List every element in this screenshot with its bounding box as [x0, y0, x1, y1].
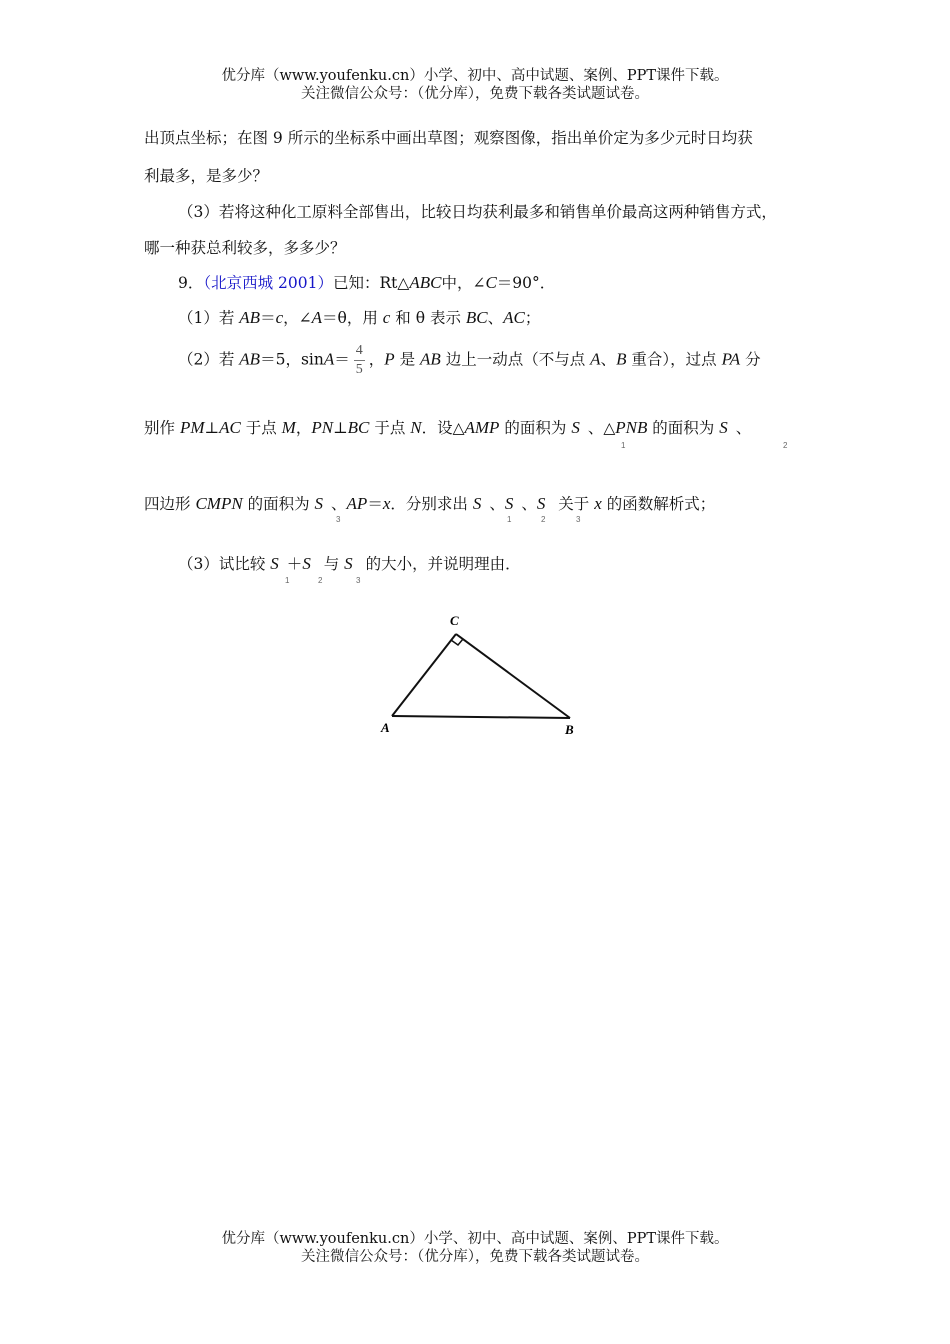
- text: 关于: [553, 495, 595, 513]
- math-var: S: [302, 554, 311, 573]
- math-var: AB: [420, 349, 441, 369]
- text: 的面积为: [647, 419, 720, 437]
- math-var: S: [472, 494, 482, 513]
- text: 、: [489, 495, 505, 513]
- text: 别作: [144, 419, 180, 437]
- text: 四边形: [144, 495, 196, 513]
- text: ＝: [260, 309, 276, 327]
- math-var: BC: [465, 308, 488, 327]
- math-var: AC: [503, 308, 525, 327]
- math-var: S: [270, 554, 279, 573]
- subquestion-1: [178, 306, 540, 328]
- subquestion-2-line-3: [144, 492, 715, 514]
- paragraph-line-1: 出顶点坐标；在图 9 所示的坐标系中画出草图；观察图像，指出单价定为多少元时日均获: [144, 129, 753, 147]
- question-number: 9．: [178, 274, 204, 292]
- paragraph-line-2: 利最多，是多少？: [144, 167, 269, 185]
- math-var: ABC: [409, 273, 442, 292]
- math-var: B: [616, 349, 627, 369]
- side-ab: [392, 716, 570, 718]
- text: 于点: [240, 419, 282, 437]
- text: 、: [331, 495, 347, 513]
- vertex-label-a: A: [381, 720, 390, 735]
- math-var: C: [485, 273, 497, 292]
- subscript: 1: [285, 576, 290, 585]
- math-var: N: [410, 418, 422, 437]
- math-var: c: [275, 308, 284, 327]
- text: ，: [295, 419, 312, 437]
- text: ，∠: [283, 309, 312, 327]
- text: ＝: [334, 350, 350, 369]
- subscript: 1: [507, 515, 512, 524]
- fraction: [354, 342, 365, 379]
- page-footer-line-1: 优分库（www.youfenku.cn）小学、初中、高中试题、案例、PPT课件下载。: [221, 1231, 729, 1247]
- text: ＋: [286, 555, 303, 573]
- vertex-label-c: C: [450, 613, 459, 628]
- text: 、△: [587, 419, 616, 437]
- subquestion-2: [178, 342, 761, 379]
- math-var: c: [382, 308, 391, 327]
- text: 于点: [369, 419, 411, 437]
- math-var: P: [384, 349, 395, 369]
- side-ac: [392, 634, 456, 716]
- text: （3）试比较: [178, 555, 271, 573]
- text: ＝θ，用: [322, 309, 383, 327]
- math-var: PA: [721, 349, 741, 369]
- text: （1）若: [178, 309, 240, 327]
- subscript: 1: [621, 441, 626, 450]
- math-var: x: [594, 494, 602, 513]
- text: ⊥: [333, 419, 348, 437]
- text: ．设△: [421, 419, 465, 437]
- text: 分: [740, 350, 761, 369]
- math-var: PNB: [615, 418, 648, 437]
- math-var: S: [314, 494, 324, 513]
- math-var: S: [504, 494, 514, 513]
- math-var: PM: [179, 418, 205, 437]
- text: 是: [394, 350, 421, 369]
- page-header-line-1: 优分库（www.youfenku.cn）小学、初中、高中试题、案例、PPT课件下载。: [221, 68, 729, 84]
- subscript: 3: [336, 515, 341, 524]
- math-var: BC: [347, 418, 370, 437]
- question-9-stem: [178, 271, 555, 293]
- text: 、: [600, 350, 617, 369]
- text: 的面积为: [242, 495, 315, 513]
- math-var: A: [590, 349, 601, 369]
- text: 的大小，并说明理由．: [360, 555, 521, 573]
- math-var: M: [281, 418, 296, 437]
- math-var: S: [344, 554, 353, 573]
- text: 、: [521, 495, 537, 513]
- text: ，: [368, 350, 385, 369]
- text: ＝5，sin: [260, 350, 324, 369]
- subscript: 2: [318, 576, 323, 585]
- text: 、: [735, 419, 752, 437]
- subscript: 3: [576, 515, 581, 524]
- text: （2）若: [178, 350, 240, 369]
- subquestion-3: [178, 552, 521, 574]
- side-cb: [456, 634, 570, 718]
- subscript: 2: [541, 515, 546, 524]
- math-var: AB: [239, 349, 261, 369]
- text: ＝90°．: [496, 274, 556, 292]
- text: 与: [318, 555, 345, 573]
- math-var: S: [536, 494, 546, 513]
- math-var: PN: [311, 418, 334, 437]
- math-var: AMP: [464, 418, 500, 437]
- math-var: AC: [219, 418, 241, 437]
- right-angle-mark: [451, 639, 463, 645]
- page-header-line-2: 关注微信公众号：（优分库），免费下载各类试题试卷。: [301, 86, 649, 102]
- fraction-denominator: 5: [355, 362, 363, 377]
- text: ；: [524, 309, 541, 327]
- fraction-numerator: 4: [354, 342, 365, 361]
- math-var: S: [571, 418, 580, 437]
- subscript: 2: [783, 441, 788, 450]
- text: ＝: [367, 495, 383, 513]
- text: 和 θ 表示: [390, 309, 466, 327]
- text: 的面积为: [499, 419, 572, 437]
- vertex-label-b: B: [565, 722, 574, 737]
- text: 重合），过点: [626, 350, 722, 369]
- math-var: CMPN: [195, 494, 243, 513]
- text: 边上一动点（不与点: [440, 350, 591, 369]
- triangle-figure: [370, 605, 590, 745]
- text: 已知：Rt△: [333, 274, 410, 292]
- question-source: （北京西城 2001）: [203, 274, 333, 292]
- paragraph-line-4: 哪一种获总利较多，多多少？: [144, 239, 346, 257]
- math-var: AB: [239, 308, 261, 327]
- math-var: x: [382, 494, 391, 513]
- text: ．分别求出: [390, 495, 473, 513]
- subscript: 3: [356, 576, 361, 585]
- text: ⊥: [204, 419, 220, 437]
- paragraph-line-3: （3）若将这种化工原料全部售出，比较日均获利最多和销售单价最高这两种销售方式，: [178, 203, 777, 221]
- math-var: AP: [346, 494, 368, 513]
- math-var: S: [719, 418, 728, 437]
- subquestion-2-line-2: [144, 416, 751, 438]
- math-var: A: [323, 349, 335, 369]
- text: 中，∠: [441, 274, 486, 292]
- text: 的函数解析式；: [601, 495, 716, 513]
- text: 、: [487, 309, 504, 327]
- math-var: A: [311, 308, 323, 327]
- page-footer-line-2: 关注微信公众号：（优分库），免费下载各类试题试卷。: [301, 1249, 649, 1265]
